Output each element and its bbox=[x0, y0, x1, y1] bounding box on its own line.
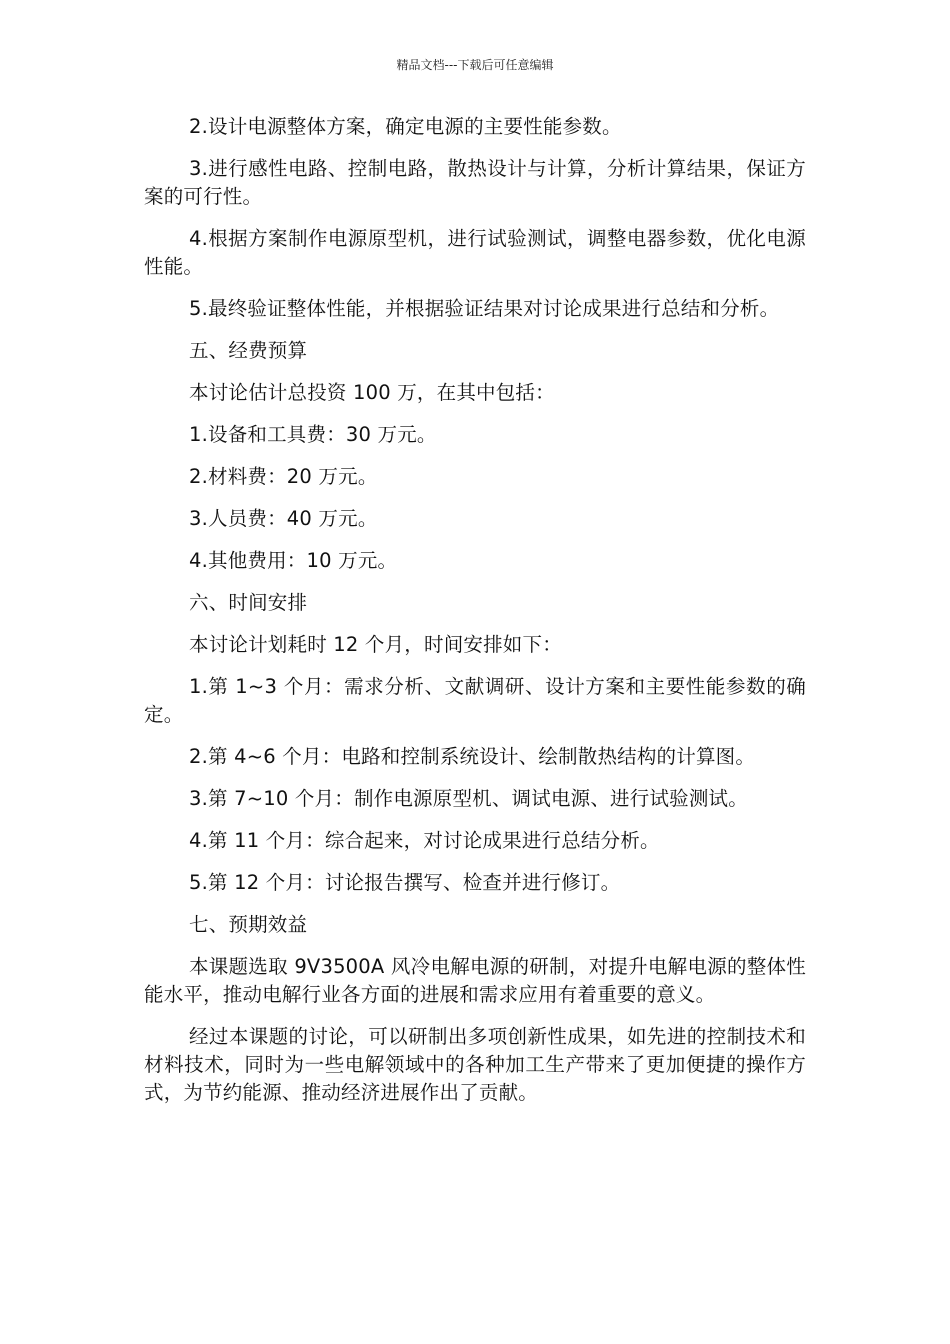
schedule-item-5: 5.第 12 个月：讨论报告撰写、检查并进行修订。 bbox=[189, 871, 621, 894]
step-2-paragraph: 2.设计电源整体方案，确定电源的主要性能参数。 bbox=[189, 115, 622, 138]
schedule-item-2: 2.第 4~6 个月：电路和控制系统设计、绘制散热结构的计算图。 bbox=[189, 745, 756, 768]
page-header: 精品文档---下载后可任意编辑 bbox=[396, 58, 554, 72]
benefits-paragraph-2: 经过本课题的讨论，可以研制出多项创新性成果，如先进的控制技术和材料技术，同时为一些电解领域中的各种加工生产带来了更加便捷的操作方式，为节约能源、推动经济进展作出了贡献。 bbox=[144, 1025, 806, 1104]
schedule-intro: 本讨论计划耗时 12 个月，时间安排如下： bbox=[189, 633, 562, 656]
step-3-paragraph: 3.进行感性电路、控制电路，散热设计与计算，分析计算结果，保证方案的可行性。 bbox=[144, 157, 806, 208]
section-heading-budget: 五、经费预算 bbox=[189, 339, 308, 362]
schedule-item-4: 4.第 11 个月：综合起来，对讨论成果进行总结分析。 bbox=[189, 829, 660, 852]
section-heading-benefits: 七、预期效益 bbox=[189, 913, 308, 936]
budget-item-other: 4.其他费用：10 万元。 bbox=[189, 549, 398, 572]
budget-item-materials: 2.材料费：20 万元。 bbox=[189, 465, 378, 488]
section-heading-schedule: 六、时间安排 bbox=[189, 591, 308, 614]
step-4-paragraph: 4.根据方案制作电源原型机，进行试验测试，调整电器参数，优化电源性能。 bbox=[144, 227, 806, 278]
budget-item-equipment: 1.设备和工具费：30 万元。 bbox=[189, 423, 437, 446]
schedule-item-1: 1.第 1~3 个月：需求分析、文献调研、设计方案和主要性能参数的确定。 bbox=[144, 675, 806, 726]
budget-item-personnel: 3.人员费：40 万元。 bbox=[189, 507, 378, 530]
budget-intro: 本讨论估计总投资 100 万，在其中包括： bbox=[189, 381, 555, 404]
document-body bbox=[144, 113, 806, 1121]
step-5-paragraph: 5.最终验证整体性能，并根据验证结果对讨论成果进行总结和分析。 bbox=[189, 297, 780, 320]
schedule-item-3: 3.第 7~10 个月：制作电源原型机、调试电源、进行试验测试。 bbox=[189, 787, 748, 810]
benefits-paragraph-1: 本课题选取 9V3500A 风冷电解电源的研制，对提升电解电源的整体性能水平，推动电解行业各方面的进展和需求应用有着重要的意义。 bbox=[144, 955, 806, 1006]
